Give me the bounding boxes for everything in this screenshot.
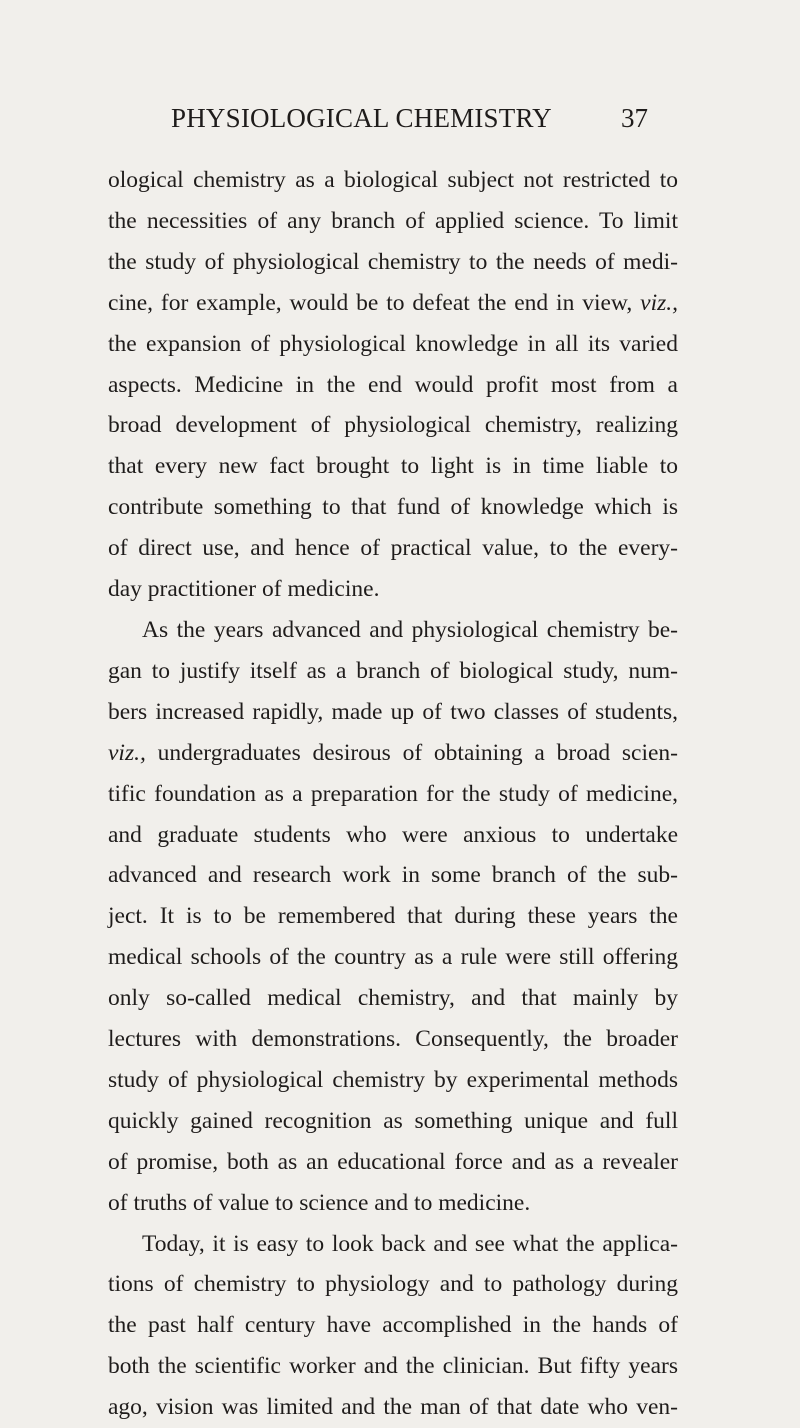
text-line — [108, 283, 678, 324]
text-line: that every new fact brought to light is in time liable to — [108, 453, 678, 480]
text-line: study of physiological chemistry by experimental methods — [108, 1066, 678, 1093]
text-line: gan to justify itself as a branch of biological study, num- — [108, 657, 678, 684]
text-line: medical schools of the country as a rule were still offering — [108, 944, 678, 971]
page-number: 37 — [621, 103, 648, 133]
running-head: PHYSIOLOGICAL CHEMISTRY — [171, 103, 552, 133]
italic-text: viz., — [640, 289, 678, 316]
text-line — [108, 733, 678, 774]
text-line: tific foundation as a preparation for the study of medicine, — [108, 780, 678, 807]
text-line: the past half century have accomplished in the hands of — [108, 1312, 678, 1339]
body-text — [108, 160, 678, 1428]
paragraph — [108, 1224, 678, 1428]
text-line: advanced and research work in some branch of the sub- — [108, 862, 678, 889]
text-line: broad development of physiological chemistry, realizing — [108, 412, 678, 439]
text-line: only so-called medical chemistry, and that mainly by — [108, 985, 678, 1012]
paragraph — [108, 610, 678, 1224]
text-line: ject. It is to be remembered that during these years the — [108, 903, 678, 930]
text-line: quickly gained recognition as something unique and full — [108, 1107, 678, 1134]
text-line: ological chemistry as a biological subject not restricted to — [108, 167, 678, 193]
text-line: ago, vision was limited and the man of that date who ven- — [108, 1394, 678, 1421]
page-header — [0, 98, 800, 138]
italic-text: viz., — [108, 739, 146, 766]
text-line: bers increased rapidly, made up of two classes of students, — [108, 698, 678, 725]
text-line: of promise, both as an educational force and as a revealer — [108, 1148, 678, 1175]
text-line: the study of physiological chemistry to the needs of medi- — [108, 248, 678, 275]
text-line: As the years advanced and physiological chemistry be- — [142, 616, 678, 643]
text-line: the expansion of physiological knowledge in all its varied — [108, 330, 678, 357]
text-line: aspects. Medicine in the end would profit most from a — [108, 371, 678, 398]
text-line: tions of chemistry to physiology and to pathology during — [108, 1271, 678, 1298]
text-line: Today, it is easy to look back and see what the applica- — [142, 1230, 678, 1257]
text-line: lectures with demonstrations. Consequently, the broader — [108, 1026, 678, 1053]
text-segment: cine, for example, would be to defeat the end in view, — [108, 289, 641, 316]
paragraph — [108, 160, 678, 610]
text-segment: undergraduates desirous of obtaining a broad scien- — [145, 739, 678, 766]
text-line: contribute something to that fund of knowledge which is — [108, 494, 678, 521]
text-line: day practitioner of medicine. — [108, 576, 380, 603]
text-line: and graduate students who were anxious to undertake — [108, 821, 678, 848]
text-line: of direct use, and hence of practical value, to the every- — [108, 535, 678, 562]
text-line: both the scientific worker and the clinician. But fifty years — [108, 1353, 678, 1380]
text-line: of truths of value to science and to medicine. — [108, 1189, 531, 1216]
text-line: the necessities of any branch of applied science. To limit — [108, 207, 678, 234]
